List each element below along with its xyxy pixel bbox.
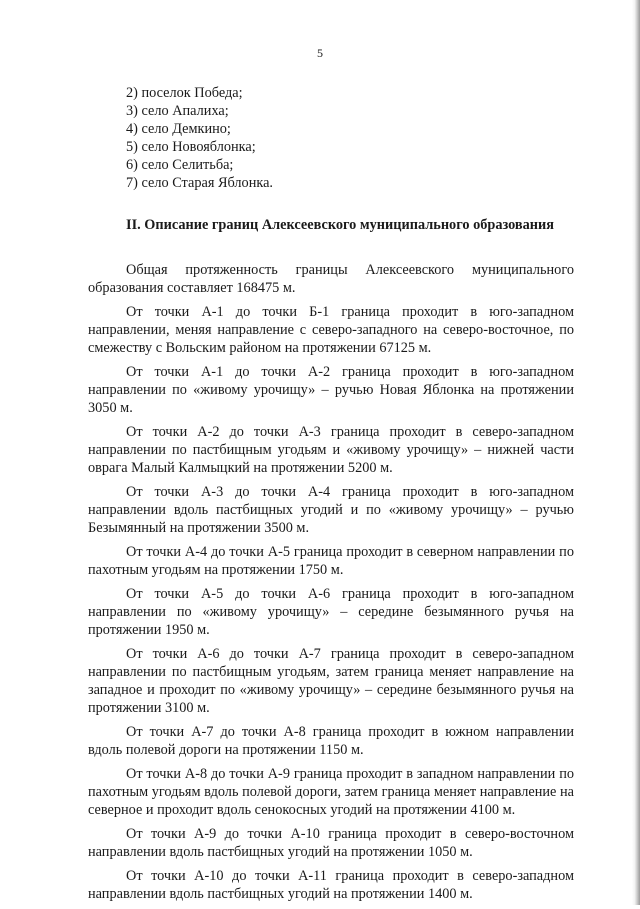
list-item: 6) село Селитьба;: [126, 157, 234, 173]
settlements-list: [126, 84, 574, 192]
paragraph: От точки А-9 до точки А-10 граница проходит в северо-восточном направлении вдоль пастбищных угодий на протяжении 1050 м.: [88, 826, 574, 860]
list-item: 5) село Новояблонка;: [126, 139, 256, 155]
list-item: 2) поселок Победа;: [126, 85, 243, 101]
paragraph: От точки А-5 до точки А-6 граница проходит в юго-западном направлении по «живому урочищу» – середине безымянного ручья на протяжении 1950 м.: [88, 586, 574, 638]
paragraph: От точки А-6 до точки А-7 граница проходит в северо-западном направлении по пастбищным угодьям, затем граница меняет направление на западное и проходит по «живому урочищу» – середине безымянного ручья на протяжении 3100 м.: [88, 646, 574, 716]
paragraph: От точки А-4 до точки А-5 граница проходит в северном направлении по пахотным угодьям на протяжении 1750 м.: [88, 544, 574, 578]
list-item: 7) село Старая Яблонка.: [126, 175, 274, 191]
paragraph: От точки А-1 до точки Б-1 граница проходит в юго-западном направлении, меняя направление с северо-западного на северо-восточное, по смежеству с Вольским районом на протяжении 67125 м.: [88, 304, 574, 356]
section-heading: II. Описание границ Алексеевского муниципального образования: [126, 217, 554, 233]
paragraph: Общая протяженность границы Алексеевского муниципального образования составляет 168475 м.: [88, 262, 574, 296]
document-body: [88, 84, 574, 909]
paragraph: От точки А-7 до точки А-8 граница проходит в южном направлении вдоль полевой дороги на протяжении 1150 м.: [88, 724, 574, 758]
paragraph: От точки А-3 до точки А-4 граница проходит в юго-западном направлении вдоль пастбищных угодий и по «живому урочищу» – ручью Безымянный на протяжении 3500 м.: [88, 484, 574, 536]
boundary-description: [88, 261, 574, 903]
list-item: 4) село Демкино;: [126, 121, 231, 137]
list-item: 3) село Апалиха;: [126, 103, 229, 119]
paragraph: От точки А-10 до точки А-11 граница проходит в северо-западном направлении вдоль пастбищных угодий на протяжении 1400 м.: [88, 868, 574, 902]
paragraph: От точки А-8 до точки А-9 граница проходит в западном направлении по пахотным угодьям вдоль полевой дороги, затем граница меняет направление на северное и проходит вдоль сенокосных угодий на протяжении 4100 м.: [88, 766, 574, 818]
paragraph: От точки А-1 до точки А-2 граница проходит в юго-западном направлении по «живому урочищу» – ручью Новая Яблонка на протяжении 3050 м.: [88, 364, 574, 416]
scan-page-edge: [632, 0, 640, 905]
paragraph: От точки А-2 до точки А-3 граница проходит в северо-западном направлении по пастбищным угодьям и «живому урочищу» – нижней части оврага Малый Калмыцкий на протяжении 5200 м.: [88, 424, 574, 476]
page-number: 5: [317, 46, 323, 60]
